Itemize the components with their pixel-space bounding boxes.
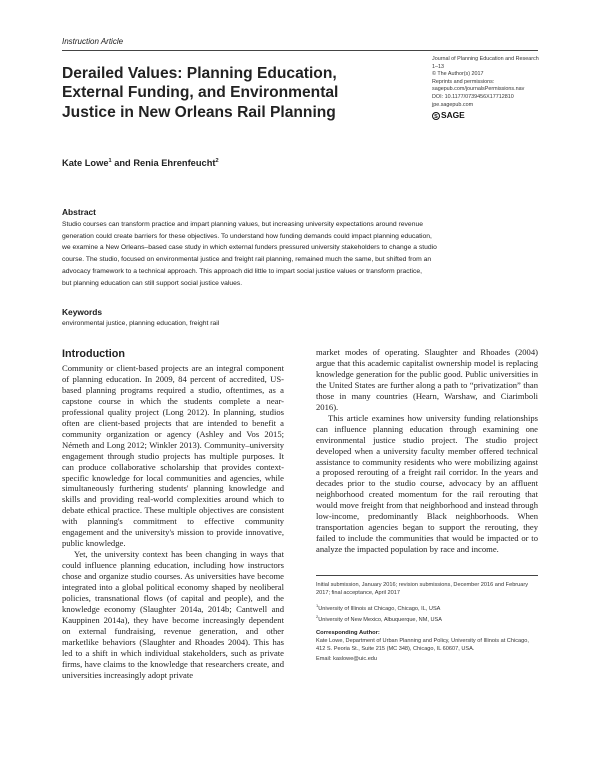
author-list	[62, 158, 219, 168]
affiliation-marker: 1	[316, 603, 319, 608]
footnote-divider	[316, 575, 538, 576]
abstract-line: course. The studio, focused on environmental justice and freight rail planning, remained much the same, but shifted from an	[62, 256, 432, 264]
corresponding-email[interactable]: Email: kaslowe@uic.edu	[316, 655, 378, 662]
submission-history: Initial submission, January 2016; revision submissions, December 2016 and February 2017; final acceptance, April 2017	[316, 582, 529, 596]
keywords-heading: Keywords	[62, 307, 103, 317]
body-column-right	[316, 347, 538, 555]
article-title	[62, 64, 392, 122]
affiliation-marker: 2	[215, 158, 219, 164]
author-name: Renia Ehrenfeucht	[133, 158, 216, 169]
abstract-line: we examine a New Orleans–based case study in which external funders pressured university stakeholders to change a studio	[62, 244, 437, 252]
title-line: Justice in New Orleans Rail Planning	[62, 103, 336, 121]
title-line: External Funding, and Environmental	[62, 84, 339, 102]
footnotes	[316, 581, 538, 663]
sage-logo	[432, 110, 542, 120]
author-connector: and	[111, 158, 134, 169]
abstract-line: advocacy framework to a technical approach. This approach did little to impart social justice values or transform practice,	[62, 267, 423, 275]
title-line: Derailed Values: Planning Education,	[62, 65, 337, 82]
keywords-text: environmental justice, planning education, freight rail	[62, 320, 220, 327]
abstract-line: Studio courses can transform practice and impart planning values, but increasing university expectations around revenue	[62, 221, 423, 228]
journal-name: Journal of Planning Education and Research	[432, 56, 539, 62]
header-divider	[62, 50, 538, 51]
abstract-line: but planning education can still support social justice values.	[62, 279, 243, 287]
corresponding-author-address: Kate Lowe, Department of Urban Planning and Policy, University of Illinois at Chicago, 412 S. Peoria St., Suite 215 (MC 348), Chicago, IL 60607, USA.	[316, 637, 529, 652]
affiliation	[316, 613, 538, 624]
publisher-name: SAGE	[441, 110, 465, 121]
journal-site-link[interactable]: jpe.sagepub.com	[432, 101, 474, 108]
permissions-link[interactable]: sagepub.com/journalsPermissions.nav	[432, 86, 525, 93]
reprints-label: Reprints and permissions:	[432, 78, 495, 85]
affiliation-marker: 2	[316, 613, 319, 619]
section-heading-introduction: Introduction	[62, 348, 125, 360]
body-paragraph: Yet, the university context has been changing in ways that could influence planning education, including how instructors chose and organize studio courses. As universities have become integrated into a global political economy shaped by neoliberal policies, transnational flows (of capital and people), and the knowledge economy (Slaughter 2014a, 2014b; Cantwell and Kauppinen 2014a), they have become increasingly dependent on external fundraising, revenue generation, and other marketlike behaviors (Slaughter and Rhoades 2004). This has led to a shift in which individual stakeholders, such as private firms, have claims to the knowledge that researchers create, and universities increasingly adopt private	[62, 549, 284, 680]
article-type-label: Instruction Article	[62, 37, 124, 46]
body-paragraph: This article examines how university funding relationships can influence planning education through examining one environmental justice studio project. The studio project developed when a university faculty member offered technical assistance to community residents who were mobilizing against a proposed rerouting of a freight rail corridor. In the years and decades prior to the studio course, advocacy by an affluent neighborhood created momentum for the rail rerouting that would move freight from that neighborhood and instead through low-income, predominantly Black neighborhoods. When transportation agencies began to support the rerouting, they failed to include the communities that would be impacted or to analyze the impacted population by race and income.	[316, 412, 538, 555]
affiliation	[316, 602, 538, 613]
abstract-line: generation could create barriers for these objectives. To understand how funding demands could impact planning education,	[62, 232, 432, 240]
corresponding-author-heading: Corresponding Author:	[316, 629, 380, 636]
doi[interactable]: DOI: 10.1177/0739456X17712810	[432, 93, 514, 100]
copyright: © The Author(s) 2017	[432, 71, 484, 78]
author-name: Kate Lowe	[62, 158, 109, 169]
journal-meta	[432, 56, 542, 120]
body-column-left	[62, 363, 284, 681]
affiliation-text: University of Illinois at Chicago, Chicago, IL, USA	[318, 605, 441, 612]
abstract-text	[62, 219, 538, 289]
body-paragraph: market modes of operating. Slaughter and Rhoades (2004) argue that this academic capitalist ownership model is replacing knowledge generation for the public good. Public universities in the United States are further along a path to “privatization” than those in many countries (Hearn, Warshaw, and Ciarimboli 2016).	[316, 347, 538, 412]
journal-pages: 1–13	[432, 63, 444, 70]
sage-logo-icon: S	[432, 112, 440, 120]
abstract-heading: Abstract	[62, 207, 96, 217]
affiliation-text: University of New Mexico, Albuquerque, NM, USA	[318, 616, 442, 623]
affiliation-marker: 1	[108, 158, 112, 164]
body-paragraph: Community or client-based projects are an integral component of planning education. In 2009, 84 percent of accredited, US-based planning programs required a studio, oftentimes, as a capstone course in which the students complete a near-professional quality project (Long 2012). In planning, studios often are client-based projects that are intended to benefit a community organization or agency (Ashley and Vos 2015; Németh and Long 2012; Winkler 2013). Community–university engagement through studio projects has multiple purposes. It can produce collaborative scholarship that provides context-specific knowledge for local communities and agencies, while simultaneously furthering students' planning knowledge and skills and providing real-world complexities around which to debate ethical practice. These multiple objectives are consistent with planning's commitment to effective community engagement and the university's mission to provide innovative, public knowledge.	[62, 363, 284, 549]
